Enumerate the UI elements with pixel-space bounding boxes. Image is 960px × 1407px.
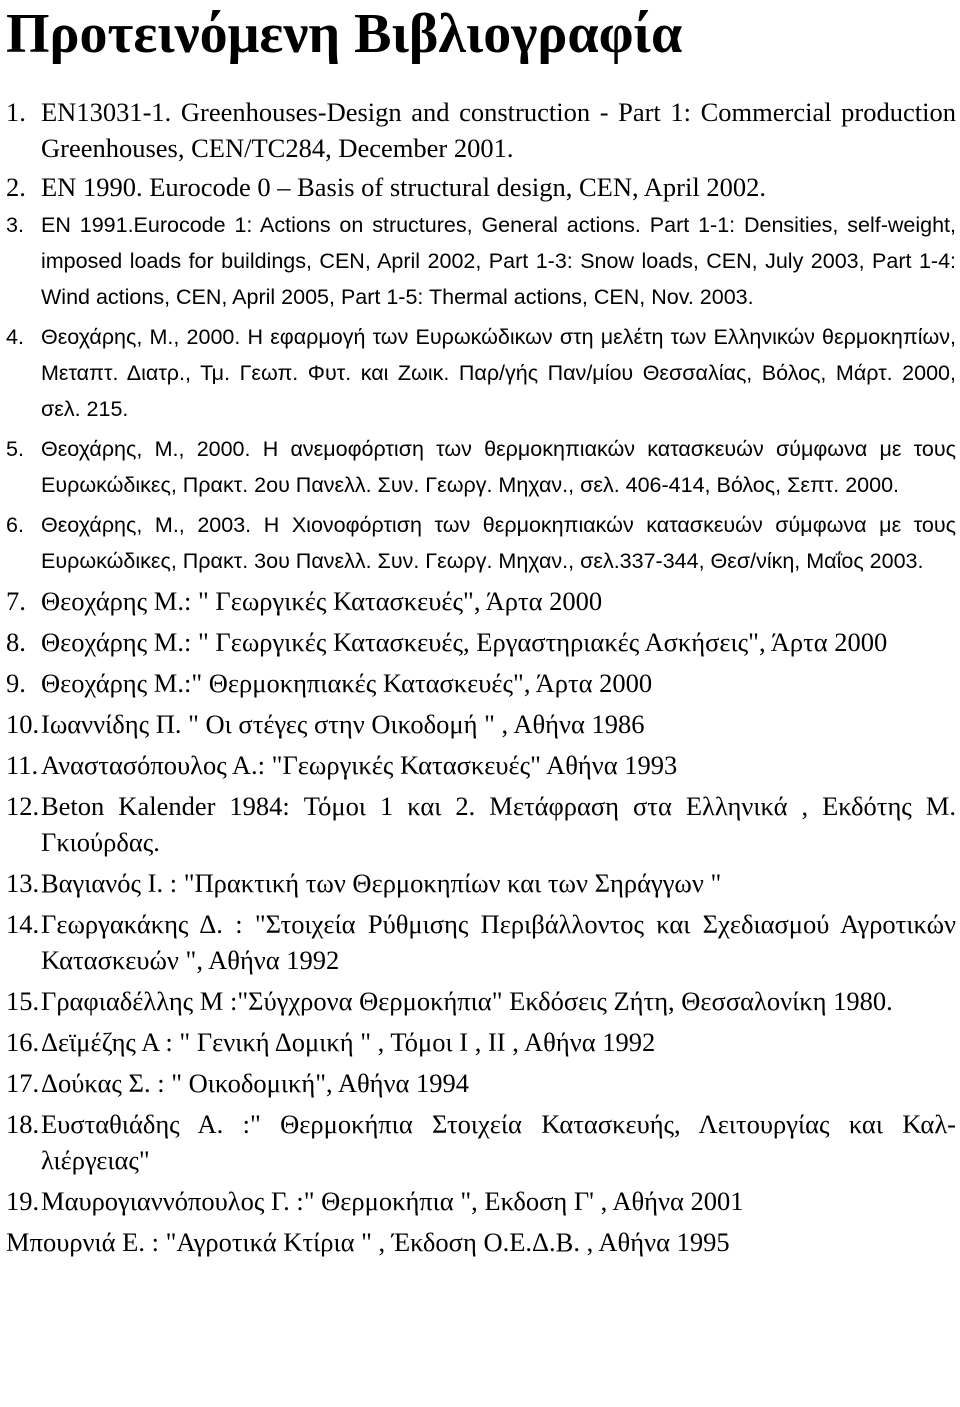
reference-item-2 (0, 169, 960, 205)
reference-text: Beton Kalender 1984: Τόμοι 1 και 2. Μετάφραση στα Ελληνικά , Εκδότης Μ. Γκιούρδας. (41, 791, 956, 857)
reference-item-16 (0, 1024, 960, 1060)
reference-item-6 (0, 507, 960, 579)
reference-number: 19. (6, 1186, 40, 1216)
reference-number: 17. (6, 1068, 40, 1098)
reference-text: Θεοχάρης, Μ., 2000. Η εφαρμογή των Ευρωκώδικων στη μελέτη των Ελληνικών θερμοκηπίων, Μεταπτ. Διατρ., Τμ. Γεωπ. Φυτ. και Ζωικ. Παρ/γής Παν/μίου Θεσσαλίας, Βόλος, Μάρτ. 2000, σελ. 215. (41, 325, 956, 421)
reference-text: Θεοχάρης, Μ., 2000. Η ανεμοφόρτιση των θερμοκηπιακών κατασκευών σύμφωνα με τους Ευρωκώδικες, Πρακτ. 2ου Πανελλ. Συν. Γεωργ. Μηχαν., σελ. 406-414, Βόλος, Σεπτ. 2000. (41, 437, 956, 497)
page-title: Προτεινόμενη Βιβλιογραφία (6, 3, 683, 65)
reference-text: Δούκας Σ. : " Οικοδομική", Αθήνα 1994 (41, 1068, 469, 1098)
reference-number: 12. (6, 791, 40, 821)
reference-number: 10. (6, 709, 40, 739)
reference-number: 11. (6, 750, 39, 780)
reference-number: 8. (6, 627, 26, 657)
reference-number: 9. (6, 668, 26, 698)
reference-number: 18. (6, 1109, 40, 1139)
reference-number: 7. (6, 586, 26, 616)
reference-item-5 (0, 431, 960, 503)
reference-number: 5. (6, 437, 24, 461)
reference-number: 6. (6, 513, 24, 537)
reference-item-18 (0, 1106, 960, 1178)
reference-text: Θεοχάρης, Μ., 2003. Η Χιονοφόρτιση των θερμοκηπιακών κατασκευών σύμφωνα με τους Ευρωκώδικες, Πρακτ. 3ου Πανελλ. Συν. Γεωργ. Μηχαν., σελ.337-344, Θεσ/νίκη, Μαΐος 2003. (41, 513, 956, 573)
reference-text: Γεωργακάκης Δ. : "Στοιχεία Ρύθμισης Περιβάλλοντος και Σχεδιασμού Αγροτικών Κατασκευών ", Αθήνα 1992 (41, 909, 956, 975)
reference-item-unnumbered (6, 1224, 960, 1260)
reference-text: Βαγιανός Ι. : "Πρακτική των Θερμοκηπίων και των Σηράγγων " (41, 868, 722, 898)
reference-text: Μπουρνιά Ε. : "Αγροτικά Κτίρια " , Έκδοση Ο.Ε.Δ.Β. , Αθήνα 1995 (6, 1227, 730, 1257)
reference-text: Θεοχάρης Μ.: " Γεωργικές Κατασκευές, Εργαστηριακές Ασκήσεις", Άρτα 2000 (41, 627, 888, 657)
reference-item-3 (0, 207, 960, 315)
reference-text: EN13031-1. Greenhouses-Design and construction - Part 1: Commercial production Greenhouses, CEN/TC284, December 2001. (41, 97, 956, 163)
reference-item-15 (0, 983, 960, 1019)
reference-text: Θεοχάρης Μ.:" Θερμοκηπιακές Κατασκευές", Άρτα 2000 (41, 668, 653, 698)
reference-text: EN 1990. Eurocode 0 – Basis of structural design, CEN, April 2002. (41, 172, 766, 202)
reference-text: Ιωαννίδης Π. " Οι στέγες στην Οικοδομή " , Αθήνα 1986 (41, 709, 645, 739)
reference-item-12 (0, 788, 960, 860)
reference-number: 13. (6, 868, 40, 898)
reference-text: EN 1991.Eurocode 1: Actions on structures, General actions. Part 1-1: Densities, self-weight, imposed loads for buildings, CEN, April 2002, Part 1-3: Snow loads, CEN, July 2003, Part 1-4: Wind actions, CEN, April 2005, Part 1-5: Thermal actions, CEN, Nov. 2003. (41, 213, 956, 309)
reference-number: 4. (6, 325, 24, 349)
reference-list (0, 94, 960, 1260)
reference-item-10 (0, 706, 960, 742)
reference-number: 1. (6, 97, 26, 127)
reference-item-17 (0, 1065, 960, 1101)
reference-text: Ευσταθιάδης Α. :" Θερμοκήπια Στοιχεία Κατασκευής, Λειτουργίας και Καλ-λιέργειας" (41, 1109, 956, 1175)
reference-item-8 (0, 624, 960, 660)
reference-text: Δεϊμέζης Α : " Γενική Δομική " , Τόμοι Ι , ΙΙ , Αθήνα 1992 (41, 1027, 656, 1057)
reference-item-9 (0, 665, 960, 701)
reference-text: Μαυρογιαννόπουλος Γ. :" Θερμοκήπια ", Εκδοση Γ' , Αθήνα 2001 (41, 1186, 744, 1216)
reference-text: Αναστασόπουλος Α.: "Γεωργικές Κατασκευές" Αθήνα 1993 (41, 750, 678, 780)
reference-number: 16. (6, 1027, 40, 1057)
reference-text: Γραφιαδέλλης Μ :"Σύγχρονα Θερμοκήπια" Εκδόσεις Ζήτη, Θεσσαλονίκη 1980. (41, 986, 893, 1016)
reference-item-13 (0, 865, 960, 901)
reference-item-4 (0, 319, 960, 427)
reference-number: 14. (6, 909, 40, 939)
reference-number: 2. (6, 172, 26, 202)
reference-number: 3. (6, 213, 24, 237)
reference-item-19 (0, 1183, 960, 1219)
reference-text: Θεοχάρης Μ.: " Γεωργικές Κατασκευές", Άρτα 2000 (41, 586, 603, 616)
reference-number: 15. (6, 986, 40, 1016)
reference-item-7 (0, 583, 960, 619)
reference-item-14 (0, 906, 960, 978)
reference-item-1 (0, 94, 960, 166)
reference-item-11 (0, 747, 960, 783)
